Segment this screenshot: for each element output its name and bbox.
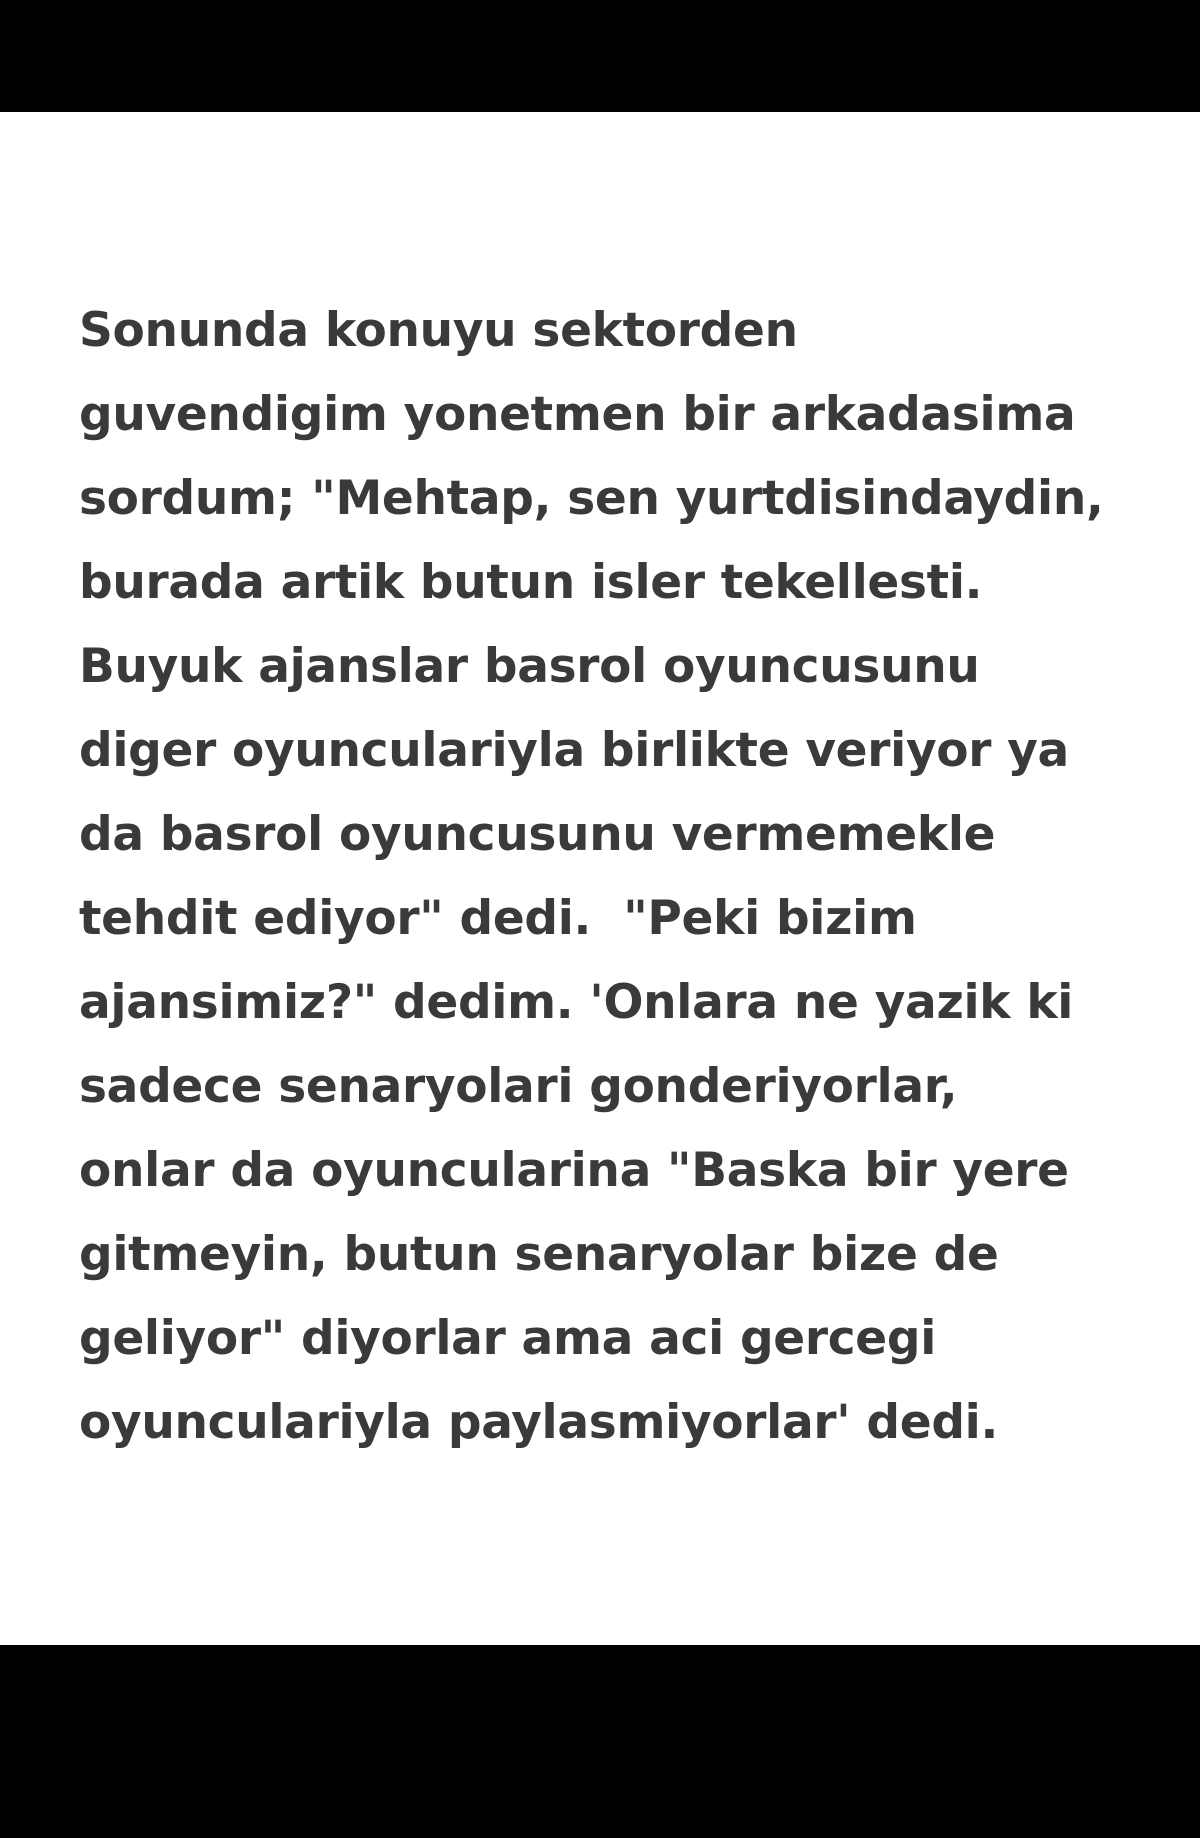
text-line: tehdit ediyor" dedi. "Peki bizim bbox=[79, 891, 917, 946]
text-line: geliyor" diyorlar ama aci gercegi bbox=[79, 1311, 937, 1366]
text-line: diger oyunculariyla birlikte veriyor ya bbox=[79, 723, 1069, 778]
text-line: onlar da oyuncularina "Baska bir yere bbox=[79, 1143, 1069, 1198]
text-line: burada artik butun isler tekellesti. bbox=[79, 555, 983, 610]
text-line: oyunculariyla paylasmiyorlar' dedi. bbox=[79, 1395, 999, 1450]
text-line: sordum; "Mehtap, sen yurtdisindaydin, bbox=[79, 471, 1104, 526]
text-line: gitmeyin, butun senaryolar bize de bbox=[79, 1227, 999, 1282]
text-line: Sonunda konuyu sektorden bbox=[79, 303, 798, 358]
text-line: Buyuk ajanslar basrol oyuncusunu bbox=[79, 639, 980, 694]
text-line: sadece senaryolari gonderiyorlar, bbox=[79, 1059, 958, 1114]
paragraph bbox=[79, 289, 1139, 1465]
top-letterbox-bar bbox=[0, 0, 1200, 112]
text-line: guvendigim yonetmen bir arkadasima bbox=[79, 387, 1076, 442]
text-line: da basrol oyuncusunu vermemekle bbox=[79, 807, 996, 862]
text-line: ajansimiz?" dedim. 'Onlara ne yazik ki bbox=[79, 975, 1074, 1030]
bottom-letterbox-bar bbox=[0, 1645, 1200, 1838]
document-page bbox=[0, 112, 1200, 1645]
